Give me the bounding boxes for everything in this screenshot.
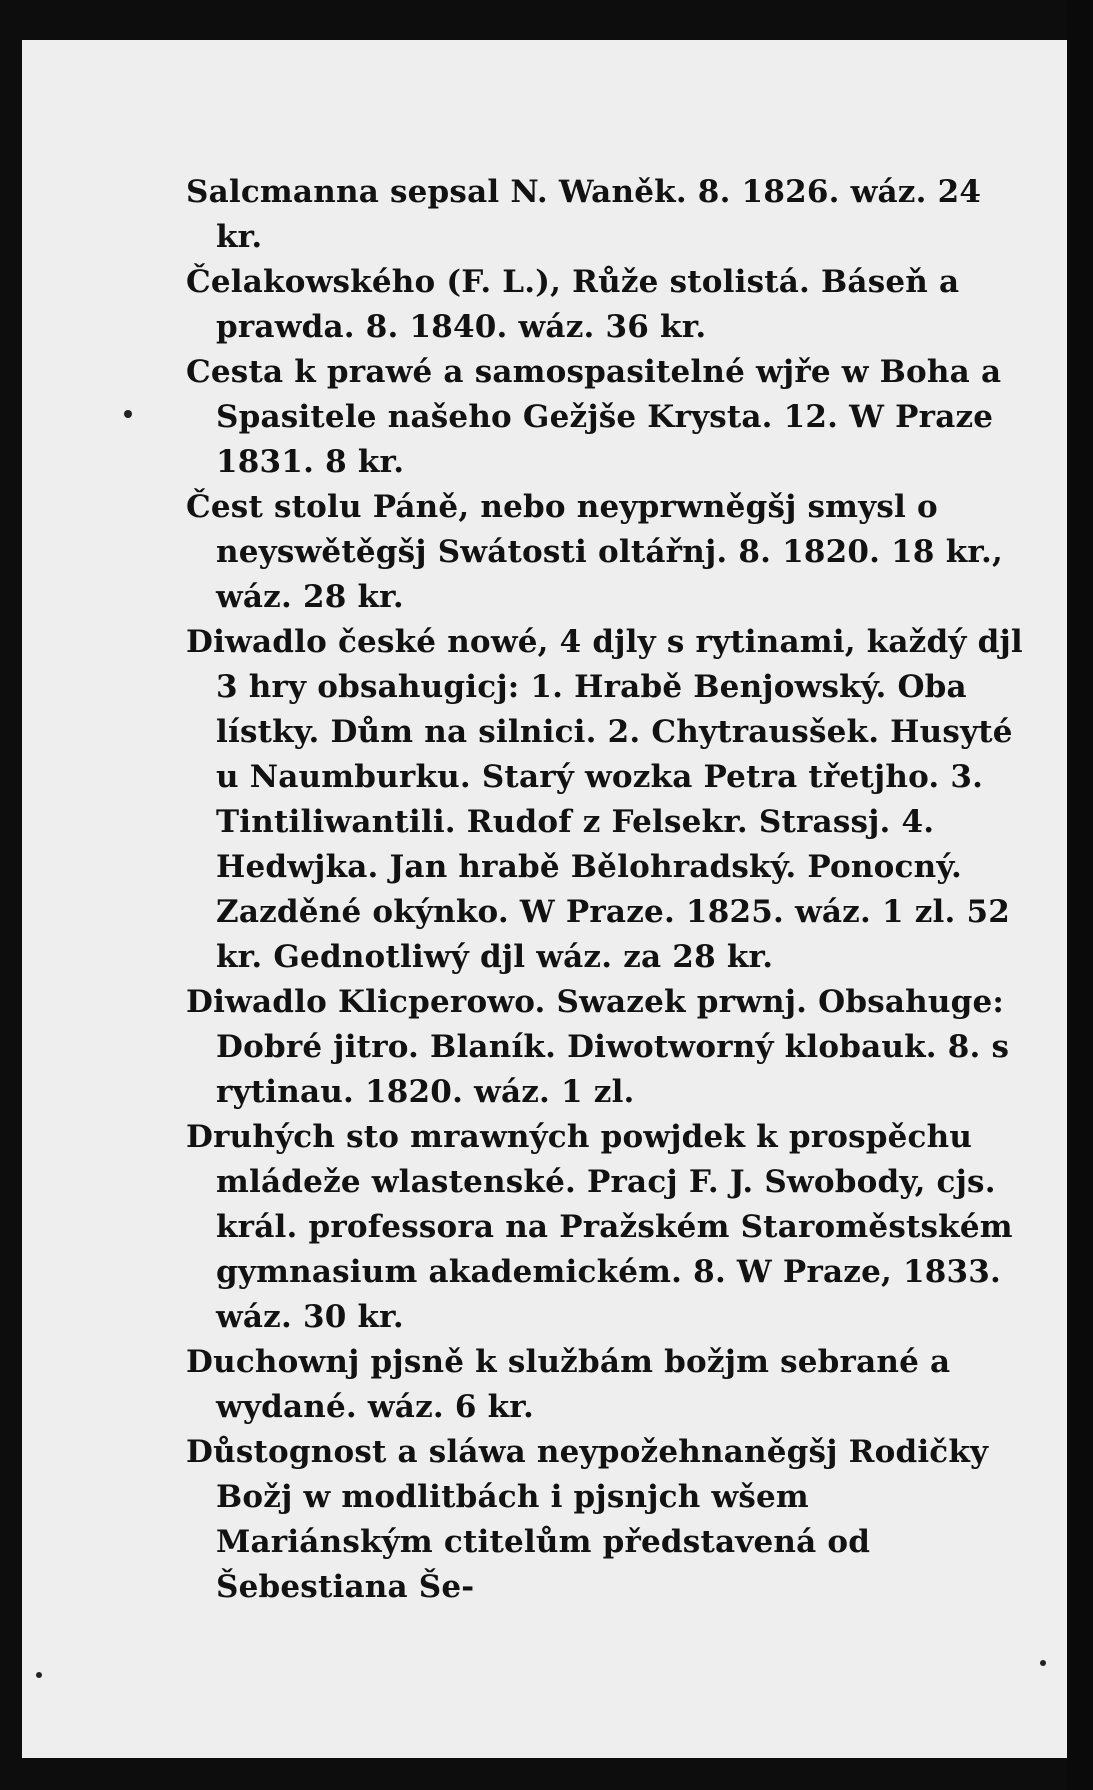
catalog-entry: Cesta k prawé a samospasitelné wjře w Boha a Spasitele našeho Gežjše Krysta. 12. W Praze 1831. 8 kr. (186, 354, 1002, 480)
catalog-entry: Čelakowského (F. L.), Růže stolistá. Báseň a prawda. 8. 1840. wáz. 36 kr. (186, 264, 960, 345)
catalog-entry: Diwadlo české nowé, 4 djly s rytinami, každý djl 3 hry obsahugicj: 1. Hrabě Benjowský. Oba lístky. Dům na silnici. 2. Chytrausšek. Husyté u Naumburku. Starý wozka Petra třetjho. 3. Tintiliwantili. Rudof z Felsekr. Strassj. 4. Hedwjka. Jan hrabě Bělohradský. Ponocný. Zazděné okýnko. W Praze. 1825. wáz. 1 zl. 52 kr. Gednotliwý djl wáz. za 28 kr. (186, 624, 1023, 975)
ink-speck (36, 1672, 42, 1678)
catalog-text (186, 170, 1036, 1610)
page-edge-shadow (1067, 0, 1093, 1790)
catalog-entry: Salcmanna sepsal N. Waněk. 8. 1826. wáz. 24 kr. (186, 174, 982, 255)
catalog-entry: Důstognost a sláwa neypožehnaněgšj Rodičky Božj w modlitbách i pjsnjch wšem Mariánským ctitelům představená od Šebestiana Še- (186, 1434, 989, 1605)
catalog-entry: Čest stolu Páně, nebo neyprwněgšj smysl o neyswětěgšj Swátosti oltářnj. 8. 1820. 18 kr., wáz. 28 kr. (186, 489, 1004, 615)
catalog-entry: Druhých sto mrawných powjdek k prospěchu mládeže wlastenské. Pracj F. J. Swobody, cjs. král. professora na Pražském Staroměstském gymnasium akademickém. 8. W Praze, 1833. wáz. 30 kr. (186, 1119, 1013, 1335)
ink-speck (1040, 1660, 1046, 1666)
ink-speck (124, 410, 132, 418)
catalog-entry: Diwadlo Klicperowo. Swazek prwnj. Obsahuge: Dobré jitro. Blaník. Diwotworný klobauk. 8. s rytinau. 1820. wáz. 1 zl. (186, 984, 1010, 1110)
catalog-entry: Duchownj pjsně k službám božjm sebrané a wydané. wáz. 6 kr. (186, 1344, 951, 1425)
